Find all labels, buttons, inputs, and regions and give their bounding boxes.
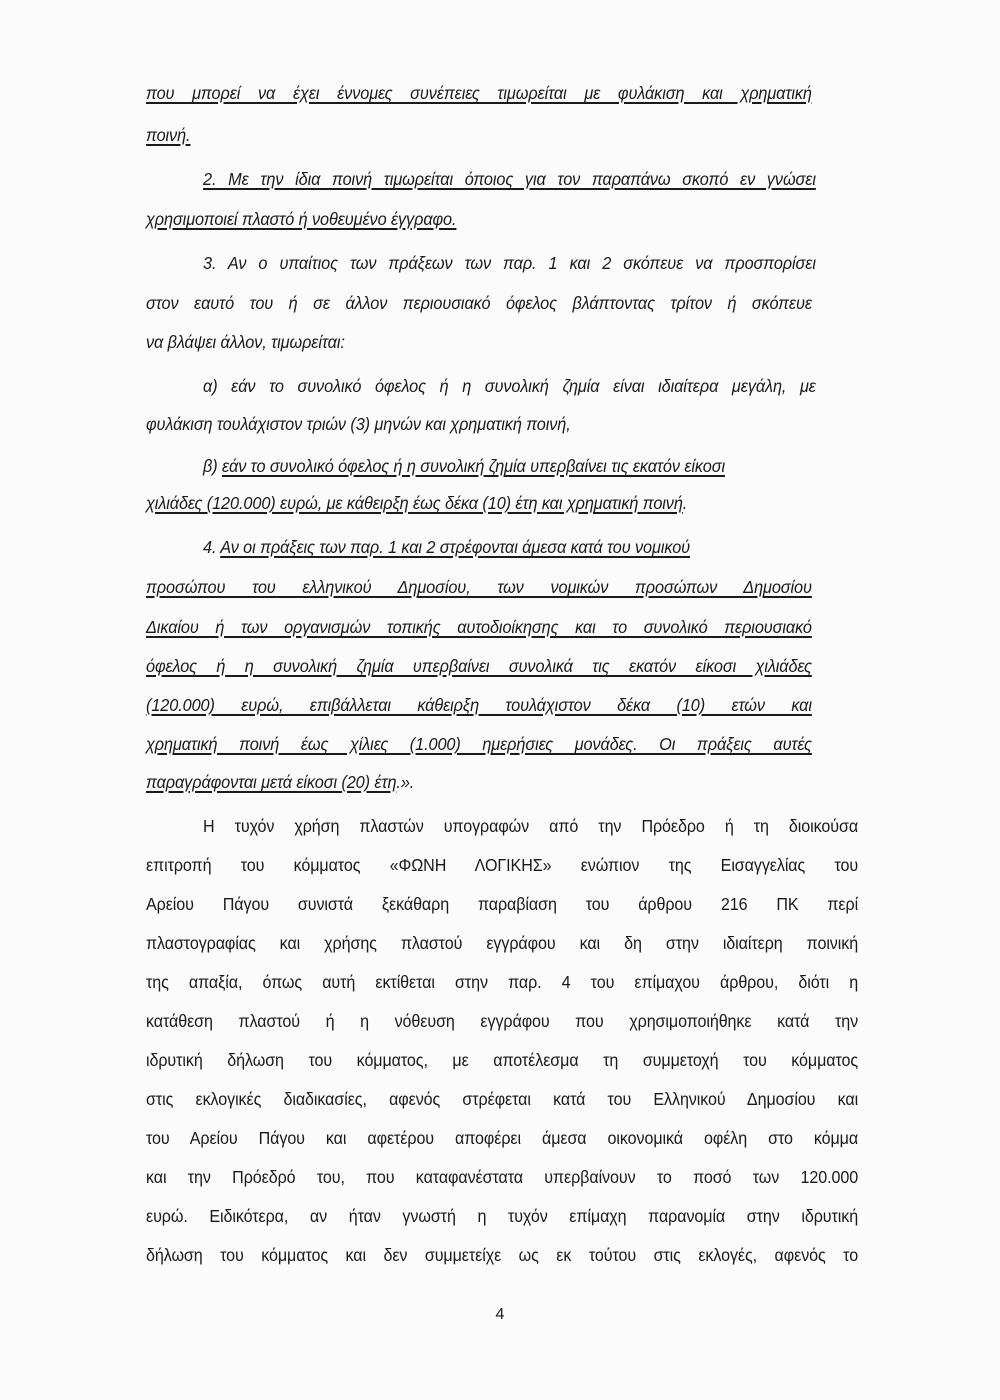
law-text-line: (120.000) ευρώ, επιβάλλεται κάθειρξη τουλάχιστον δέκα (10) ετών και (146, 695, 812, 715)
law-item-b: β) εάν το συνολικό όφελος ή η συνολική ζημία υπερβαίνει τις εκατόν είκοσι (203, 456, 725, 476)
argument-text-line: δήλωση του κόμματος και δεν συμμετείχε ως εκ τούτου στις εκλογές, αφενός το (146, 1245, 859, 1265)
law-text-line: να βλάψει άλλον, τιμωρείται: (146, 332, 345, 352)
argument-text-line: και την Πρόεδρό του, που καταφανέστατα υπερβαίνουν το ποσό των 120.000 (146, 1167, 859, 1187)
law-text-line: χρηματική ποινή έως χίλιες (1.000) ημερήσιες μονάδες. Οι πράξεις αυτές (146, 734, 812, 754)
law-text-line: φυλάκιση τουλάχιστον τριών (3) μηνών και χρηματική ποινή, (146, 414, 571, 434)
law-paragraph-2: 2. Με την ίδια ποινή τιμωρείται όποιος για τον παραπάνω σκοπό εν γνώσει (203, 169, 816, 189)
law-text-line: στον εαυτό του ή σε άλλον περιουσιακό όφελος βλάπτοντας τρίτον ή σκόπευε (146, 293, 812, 313)
law-text-line: Δικαίου ή των οργανισμών τοπικής αυτοδιοίκησης και το συνολικό περιουσιακό (146, 617, 812, 637)
law-text-line: χιλιάδες (120.000) ευρώ, με κάθειρξη έως δέκα (10) έτη και χρηματική ποινή. (146, 493, 688, 513)
argument-text-line: στις εκλογικές διαδικασίες, αφενός στρέφεται κατά του Ελληνικού Δημοσίου και (146, 1089, 859, 1109)
page-number: 4 (495, 1306, 505, 1323)
law-item-a: α) εάν το συνολικό όφελος ή η συνολική ζημία είναι ιδιαίτερα μεγάλη, με (203, 376, 816, 396)
law-text-line: προσώπου του ελληνικού Δημοσίου, των νομικών προσώπων Δημοσίου (146, 577, 812, 597)
law-text-line: που μπορεί να έχει έννομες συνέπειες τιμωρείται με φυλάκιση και χρηματική (146, 83, 812, 103)
law-text-line: παραγράφονται μετά είκοσι (20) έτη.». (146, 772, 415, 792)
argument-text-line: της απαξία, όπως αυτή εκτίθεται στην παρ. 4 του επίμαχου άρθρου, διότι η (146, 972, 859, 992)
argument-text-line: πλαστογραφίας και χρήσης πλαστού εγγράφου και δη στην ιδιαίτερη ποινική (146, 933, 859, 953)
argument-text-line: ευρώ. Ειδικότερα, αν ήταν γνωστή η τυχόν επίμαχη παρανομία στην ιδρυτική (146, 1206, 859, 1226)
argument-text-line: κατάθεση πλαστού ή η νόθευση εγγράφου που χρησιμοποιήθηκε κατά την (146, 1011, 859, 1031)
argument-text-line: Αρείου Πάγου συνιστά ξεκάθαρη παραβίαση του άρθρου 216 ΠΚ περί (146, 894, 859, 914)
law-paragraph-4: 4. Αν οι πράξεις των παρ. 1 και 2 στρέφονται άμεσα κατά του νομικού (203, 537, 691, 557)
law-text-line: ποινή. (146, 125, 191, 145)
argument-text-line: επιτροπή του κόμματος «ΦΩΝΗ ΛΟΓΙΚΗΣ» ενώπιον της Εισαγγελίας του (146, 855, 859, 875)
law-text-line: όφελος ή η συνολική ζημία υπερβαίνει συνολικά τις εκατόν είκοσι χιλιάδες (146, 656, 812, 676)
argument-text-line: ιδρυτική δήλωση του κόμματος, με αποτέλεσμα τη συμμετοχή του κόμματος (146, 1050, 859, 1070)
argument-text-line: του Αρείου Πάγου και αφετέρου αποφέρει άμεσα οικονομικά οφέλη στο κόμμα (146, 1128, 859, 1148)
law-text-line: χρησιμοποιεί πλαστό ή νοθευμένο έγγραφο. (146, 209, 457, 229)
law-paragraph-3: 3. Αν ο υπαίτιος των πράξεων των παρ. 1 και 2 σκόπευε να προσπορίσει (203, 253, 816, 273)
argument-text-line: Η τυχόν χρήση πλαστών υπογραφών από την Πρόεδρο ή τη διοικούσα (203, 816, 859, 836)
